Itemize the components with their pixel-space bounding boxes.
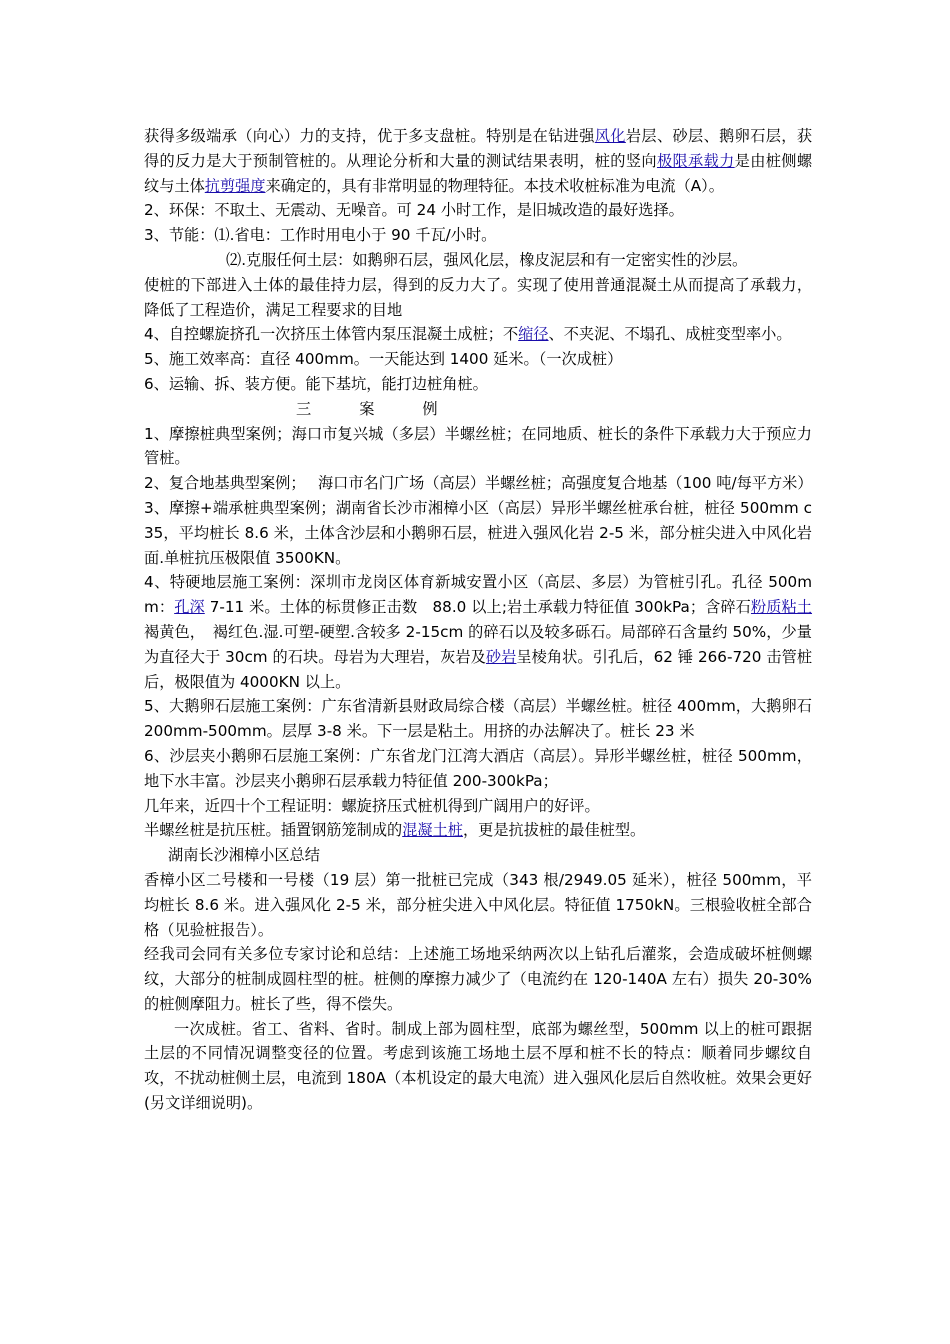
link-silty-clay[interactable]: 粉质粘土 <box>750 598 813 617</box>
heading-char: 例 <box>422 399 438 418</box>
heading-char: 三 <box>296 399 312 418</box>
case-cobble-layer: 5、大鹅卵石层施工案例：广东省清新县财政局综合楼（高层）半螺丝桩。桩径 400mm，大鹅卵石 200mm-500mm。层厚 3-8 米。下一层是粘土。用挤的办法解决了。桩长 23 米 <box>144 697 812 741</box>
document-page <box>144 124 812 1116</box>
paragraph-half-screw-pile <box>144 818 812 843</box>
paragraph-user-feedback: 几年来，近四十个工程证明：螺旋挤压式桩机得到广阔用户的好评。 <box>144 796 600 815</box>
text-run: 7-11 米。土体的标贯修正击数 88.0 以上;岩土承载力特征值 300kPa；含碎石 <box>204 598 751 617</box>
summary-title: 湖南长沙湘樟小区总结 <box>168 846 320 865</box>
section-heading-cases <box>144 397 812 422</box>
case-composite-foundation: 2、复合地基典型案例； 海口市名门广场（高层）半螺丝桩；高强度复合地基（100 吨/每平方米） <box>144 474 813 493</box>
heading-char: 案 <box>359 399 375 418</box>
paragraph-auto-control <box>144 322 812 347</box>
text-run: ，更是抗拔桩的最佳桩型。 <box>462 821 646 840</box>
text-run: 半螺丝桩是抗压桩。插置钢筋笼制成的 <box>144 821 403 840</box>
link-necking[interactable]: 缩径 <box>518 325 549 344</box>
link-weathering[interactable]: 风化 <box>594 127 626 145</box>
text-run: 、不夹泥、不塌孔、成桩变型率小。 <box>548 325 792 344</box>
text-run: 4、自控螺旋挤孔一次挤压土体管内泵压混凝土成桩；不 <box>144 325 519 344</box>
case-hard-stratum <box>144 570 812 694</box>
paragraph-bearing-capacity <box>144 124 812 198</box>
link-concrete-pile[interactable]: 混凝土桩 <box>402 821 463 840</box>
paragraph-efficiency: 5、施工效率高：直径 400mm。一天能达到 1400 延米。（一次成桩） <box>144 350 623 369</box>
link-ultimate-bearing-capacity[interactable]: 极限承载力 <box>656 151 735 170</box>
link-sandstone[interactable]: 砂岩 <box>485 647 517 666</box>
case-friction-pile: 1、摩擦桩典型案例；海口市复兴城（多层）半螺丝桩；在同地质、桩长的条件下承载力大于预应力管桩。 <box>144 424 812 468</box>
text-run: 4、特硬地层施工案例：深圳市龙岗区体育新城安置小区（高层、多层）为管桩引孔。孔径 500mm： <box>144 573 812 617</box>
text-run: 褐黄色， 褐红色.湿.可塑-硬塑.含较多 2-15cm 的碎石以及较多砾石。局部碎石含量约 50%，少量为直径大于 30cm 的石块。母岩为大理岩，灰岩及 <box>144 622 812 666</box>
text-run: 来确定的，具有非常明显的物理特征。本技术收桩标准为电流（A）。 <box>265 176 724 195</box>
text-run: 岩层、砂层、鹅卵石层，获得的反力是大于预制管桩的。从理论分析和大量的测试结果表明，桩的竖向 <box>144 127 813 170</box>
paragraph-transport: 6、运输、拆、装方便。能下基坑，能打边桩角桩。 <box>144 374 488 393</box>
paragraph-environment: 2、环保：不取土、无震动、无噪音。可 24 小时工作，是旧城改造的最好选择。 <box>144 201 684 220</box>
case-friction-end-bearing: 3、摩擦+端承桩典型案例；湖南省长沙市湘樟小区（高层）异形半螺丝桩承台桩，桩径 500mm c35，平均桩长 8.6 米，土体含沙层和小鹅卵石层，桩进入强风化岩 2-5 米，部分桩尖进入中风化岩面.单桩抗压极限值 3500KN。 <box>144 498 812 567</box>
paragraph-soil-layers: ⑵.克服任何土层：如鹅卵石层，强风化层，橡皮泥层和有一定密实性的沙层。 <box>226 250 748 269</box>
paragraph-energy-saving: 3、节能：⑴.省电：工作时用电小于 90 千瓦/小时。 <box>144 226 497 245</box>
summary-one-time-pile: 一次成桩。省工、省料、省时。制成上部为圆柱型，底部为螺丝型，500mm 以上的桩可跟据土层的不同情况调整变径的位置。考虑到该施工场地土层不厚和桩不长的特点：顺着同步螺纹自攻，不扰动桩侧土层，电流到 180A（本机设定的最大电流）进入强风化层后自然收桩。效果会更好(另文详细说明)。 <box>144 1019 812 1113</box>
text-run: 获得多级端承（向心）力的支持，优于多支盘桩。特别是在钻进强 <box>144 127 595 145</box>
link-shear-strength[interactable]: 抗剪强度 <box>204 176 266 195</box>
case-sand-pebble-layer: 6、沙层夹小鹅卵石层施工案例：广东省龙门江湾大酒店（高层）。异形半螺丝桩，桩径 500mm，地下水丰富。沙层夹小鹅卵石层承载力特征值 200-300kPa； <box>144 746 812 790</box>
text-run: 呈棱角状。引孔后，62 锤 266-720 击管桩后，极限值为 4000KN 以上。 <box>144 647 813 691</box>
paragraph-bearing-layer: 使桩的下部进入土体的最佳持力层，得到的反力大了。实现了使用普通混凝土从而提高了承载力，降低了工程造价，满足工程要求的目地 <box>144 275 812 319</box>
summary-completed-piles: 香樟小区二号楼和一号楼（19 层）第一批桩已完成（343 根/2949.05 延米），桩径 500mm，平均桩长 8.6 米。进入强风化 2-5 米，部分桩尖进入中风化层。特征值 1750kN。三根验收桩全部合格（见验桩报告）。 <box>144 870 812 939</box>
text-run: 是由桩侧螺纹与土体 <box>144 151 813 195</box>
summary-expert-discussion: 经我司会同有关多位专家讨论和总结：上述施工场地采纳两次以上钻孔后灌浆，会造成破坏桩侧螺纹，大部分的桩制成圆柱型的桩。桩侧的摩擦力减少了（电流约在 120-140A 左右）损失 20-30%的桩侧摩阻力。桩长了些，得不偿失。 <box>144 945 812 1013</box>
link-hole-depth[interactable]: 孔深 <box>174 598 205 617</box>
